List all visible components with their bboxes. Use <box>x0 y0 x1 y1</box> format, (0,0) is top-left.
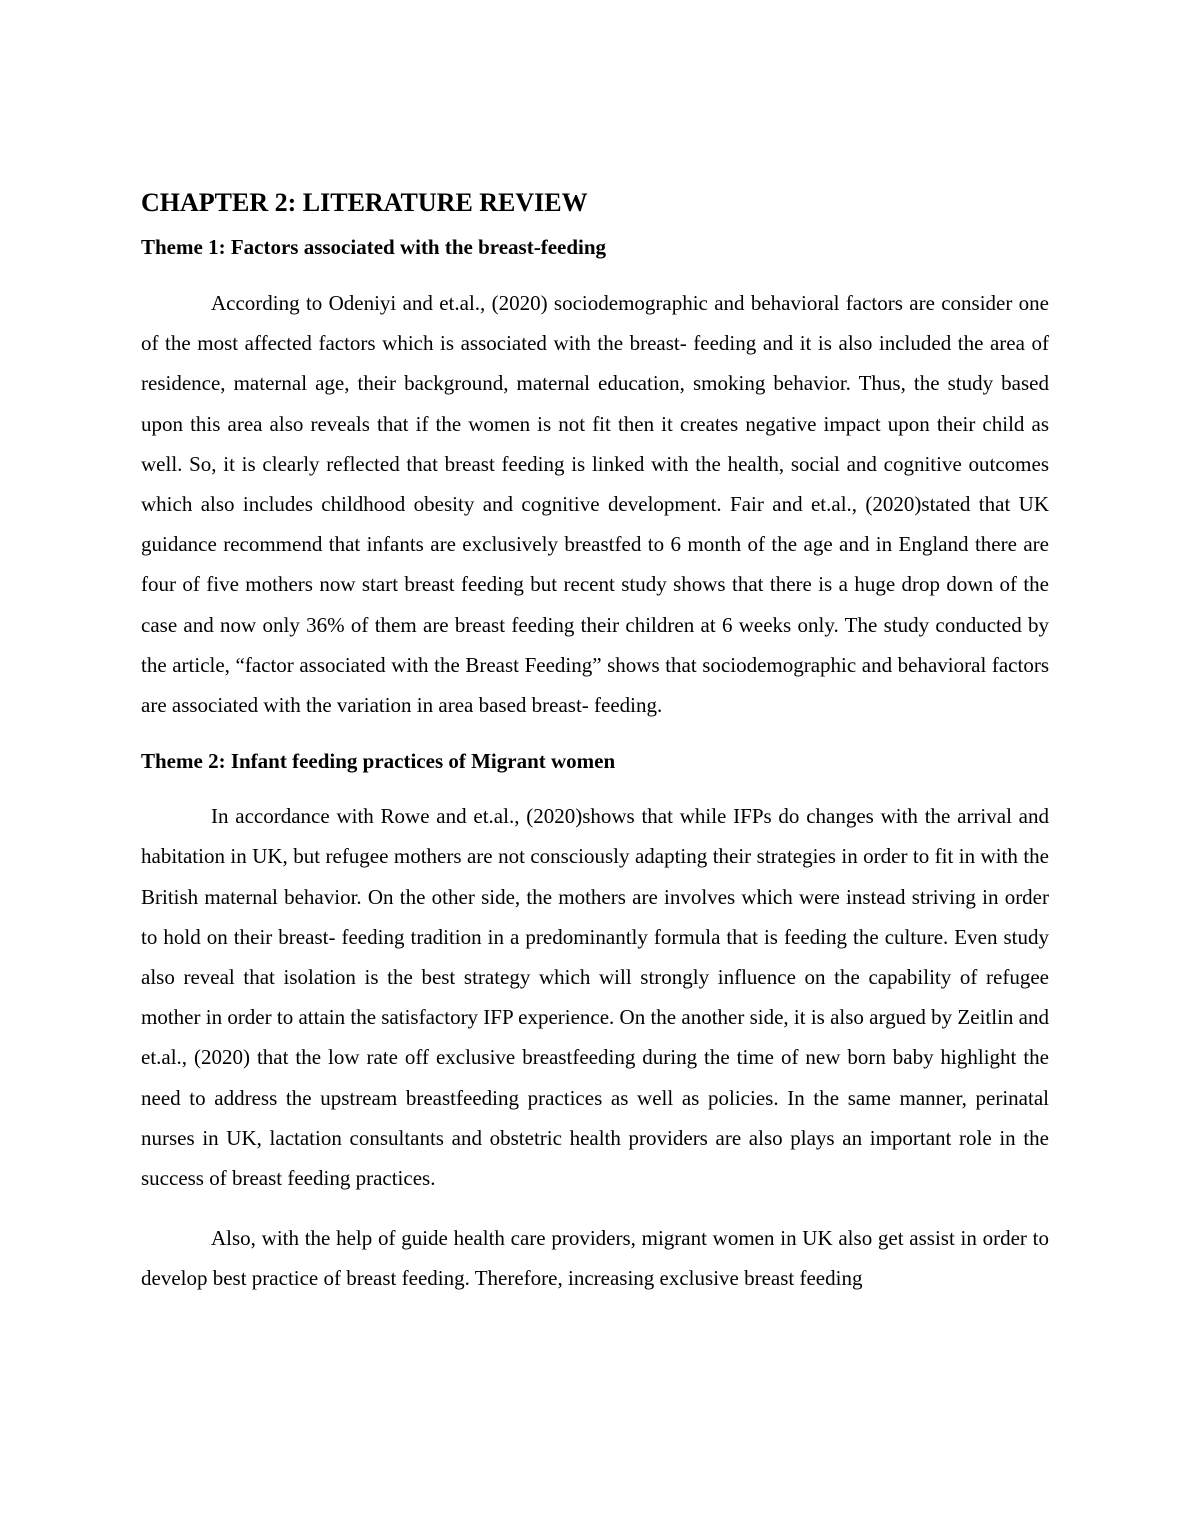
chapter-title: CHAPTER 2: LITERATURE REVIEW <box>141 188 588 217</box>
theme-2-paragraph-1: In accordance with Rowe and et.al., (2020)shows that while IFPs do changes with the arrival and habitation in UK, but refugee mothers are not consciously adapting their strategies in order to fit in with the British maternal behavior. On the other side, the mothers are involves which were instead striving in order to hold on their breast- feeding tradition in a predominantly formula that is feeding the culture. Even study also reveal that isolation is the best strategy which will strongly influence on the capability of refugee mother in order to attain the satisfactory IFP experience. On the another side, it is also argued by Zeitlin and et.al., (2020) that the low rate off exclusive breastfeeding during the time of new born baby highlight the need to address the upstream breastfeeding practices as well as policies. In the same manner, perinatal nurses in UK, lactation consultants and obstetric health providers are also plays an important role in the success of breast feeding practices. <box>141 804 1049 1191</box>
theme-1-heading: Theme 1: Factors associated with the breast-feeding <box>141 235 607 259</box>
theme-2-paragraph-2: Also, with the help of guide health care providers, migrant women in UK also get assist in order to develop best practice of breast feeding. Therefore, increasing exclusive breast feeding <box>141 1226 1049 1291</box>
theme-1-paragraph: According to Odeniyi and et.al., (2020) sociodemographic and behavioral factors are consider one of the most affected factors which is associated with the breast- feeding and it is also included the area of residence, maternal age, their background, maternal education, smoking behavior. Thus, the study based upon this area also reveals that if the women is not fit then it creates negative impact upon their child as well. So, it is clearly reflected that breast feeding is linked with the health, social and cognitive outcomes which also includes childhood obesity and cognitive development. Fair and et.al., (2020)stated that UK guidance recommend that infants are exclusively breastfed to 6 month of the age and in England there are four of five mothers now start breast feeding but recent study shows that there is a huge drop down of the case and now only 36% of them are breast feeding their children at 6 weeks only. The study conducted by the article, “factor associated with the Breast Feeding” shows that sociodemographic and behavioral factors are associated with the variation in area based breast- feeding. <box>141 291 1049 718</box>
theme-2-heading: Theme 2: Infant feeding practices of Migrant women <box>141 749 616 774</box>
document-page <box>141 186 1049 1299</box>
